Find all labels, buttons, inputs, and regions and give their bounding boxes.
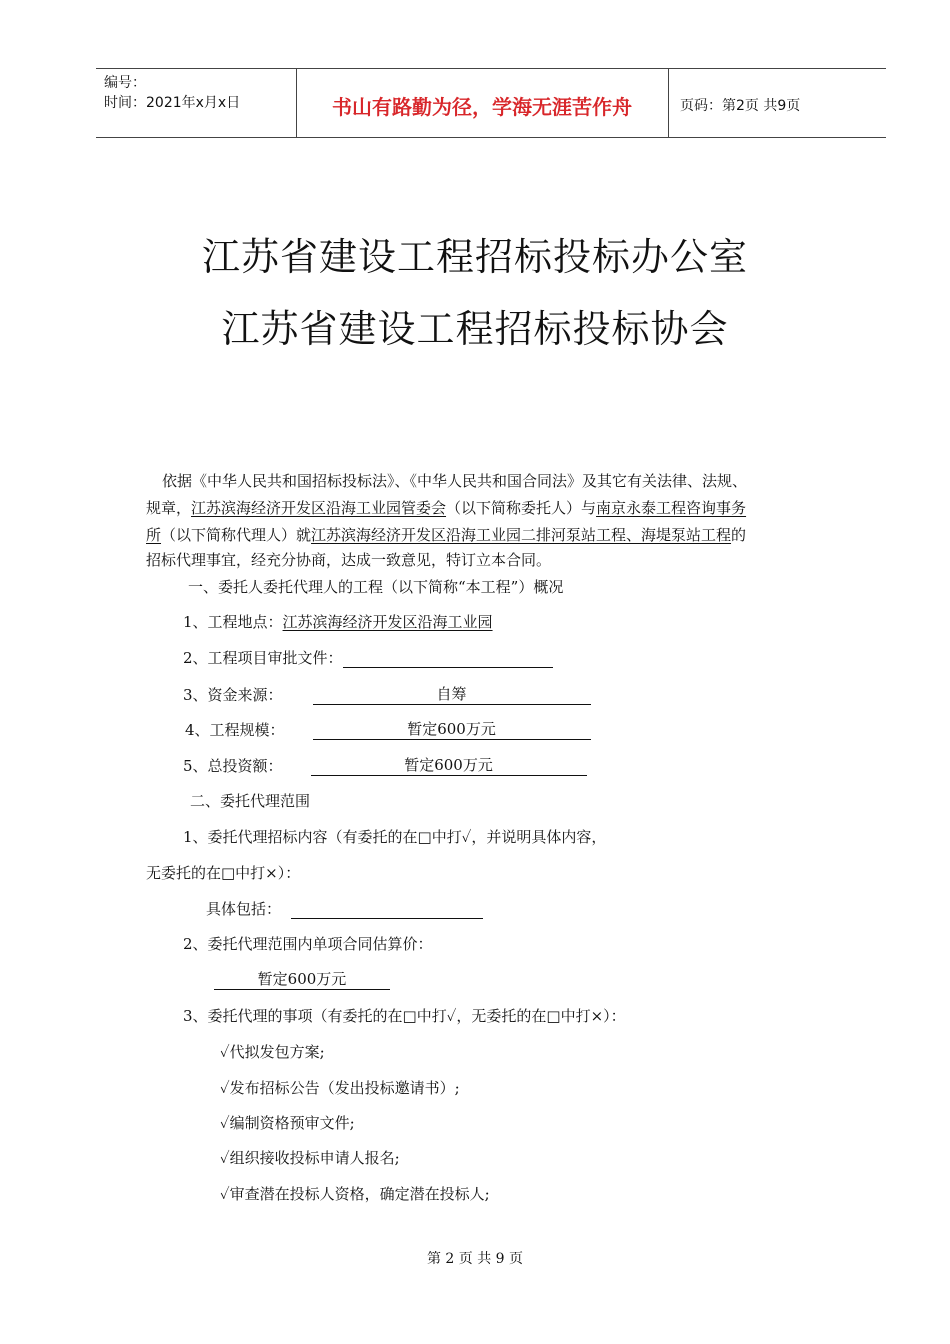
estimate-label: 2、委托代理范围内单项合同估算价：	[183, 935, 433, 953]
intro-text: （以下简称代理人）就	[161, 526, 312, 544]
agent-name-cont: 所	[146, 526, 162, 544]
item-scale	[185, 718, 591, 740]
number-label: 编号：	[104, 75, 146, 91]
investment-value: 暂定600万元	[311, 754, 587, 776]
checklist-item: ✓审查潜在投标人资格，确定潜在投标人;	[220, 1185, 490, 1203]
scope-line-1: 1、委托代理招标内容（有委托的在□中打✓，并说明具体内容，	[183, 828, 607, 846]
funding-value: 自筹	[313, 683, 591, 705]
approval-blank	[343, 649, 553, 668]
item-funding	[183, 683, 591, 705]
intro-text: 的	[731, 526, 747, 544]
item-investment	[183, 754, 587, 776]
location-value: 江苏滨海经济开发区沿海工业园	[282, 613, 493, 631]
item-location	[183, 611, 493, 632]
matters-heading: 3、委托代理的事项（有委托的在□中打✓，无委托的在□中打×）：	[183, 1007, 626, 1025]
scope-include	[206, 898, 483, 919]
intro-line-2	[146, 497, 746, 518]
header-motto: 书山有路勤为径，学海无涯苦作舟	[332, 95, 632, 119]
client-name: 江苏滨海经济开发区沿海工业园管委会	[191, 499, 447, 517]
section1-heading: 一、委托人委托代理人的工程（以下简称“本工程”）概况	[188, 578, 564, 596]
checklist-item: ✓发布招标公告（发出投标邀请书）;	[220, 1079, 460, 1097]
scale-value: 暂定600万元	[313, 718, 591, 740]
include-blank	[291, 900, 483, 919]
checklist-item: ✓编制资格预审文件;	[220, 1114, 355, 1132]
include-label: 具体包括：	[206, 900, 282, 918]
item-label: 3、资金来源：	[183, 686, 283, 704]
intro-line-4: 招标代理事宜，经充分协商，达成一致意见，特订立本合同。	[146, 551, 552, 569]
title-line-1: 江苏省建设工程招标投标办公室	[201, 235, 748, 279]
time-label: 时间：2021年x月x日	[104, 95, 241, 111]
page-footer: 第 2 页 共 9 页	[426, 1251, 524, 1267]
header-page-info: 页码：第2页 共9页	[680, 98, 801, 114]
checklist-item: ✓代拟发包方案;	[220, 1043, 325, 1061]
header-divider	[668, 69, 669, 137]
intro-line-3	[146, 524, 746, 545]
checklist-item: ✓组织接收投标申请人报名;	[220, 1149, 400, 1167]
item-label: 4、工程规模：	[185, 721, 285, 739]
intro-text: （以下简称委托人）与	[446, 499, 597, 517]
item-approval	[183, 647, 553, 668]
item-label: 2、工程项目审批文件：	[183, 649, 343, 667]
header-meta	[104, 73, 240, 113]
section2-heading: 二、委托代理范围	[190, 792, 311, 810]
agent-name: 南京永泰工程咨询事务	[596, 499, 747, 517]
title-line-2: 江苏省建设工程招标投标协会	[221, 307, 729, 351]
intro-text: 规章，	[146, 499, 192, 517]
document-header	[96, 68, 886, 138]
item-label: 5、总投资额：	[183, 757, 283, 775]
item-label: 1、工程地点：	[183, 613, 283, 631]
estimate-row	[214, 968, 390, 990]
estimate-value: 暂定600万元	[214, 968, 390, 990]
intro-line-1: 依据《中华人民共和国招标投标法》、《中华人民共和国合同法》及其它有关法律、法规、	[162, 472, 748, 490]
scope-line-2: 无委托的在□中打×）：	[146, 864, 301, 882]
project-name: 江苏滨海经济开发区沿海工业园二排河泵站工程、海堤泵站工程	[311, 526, 732, 544]
